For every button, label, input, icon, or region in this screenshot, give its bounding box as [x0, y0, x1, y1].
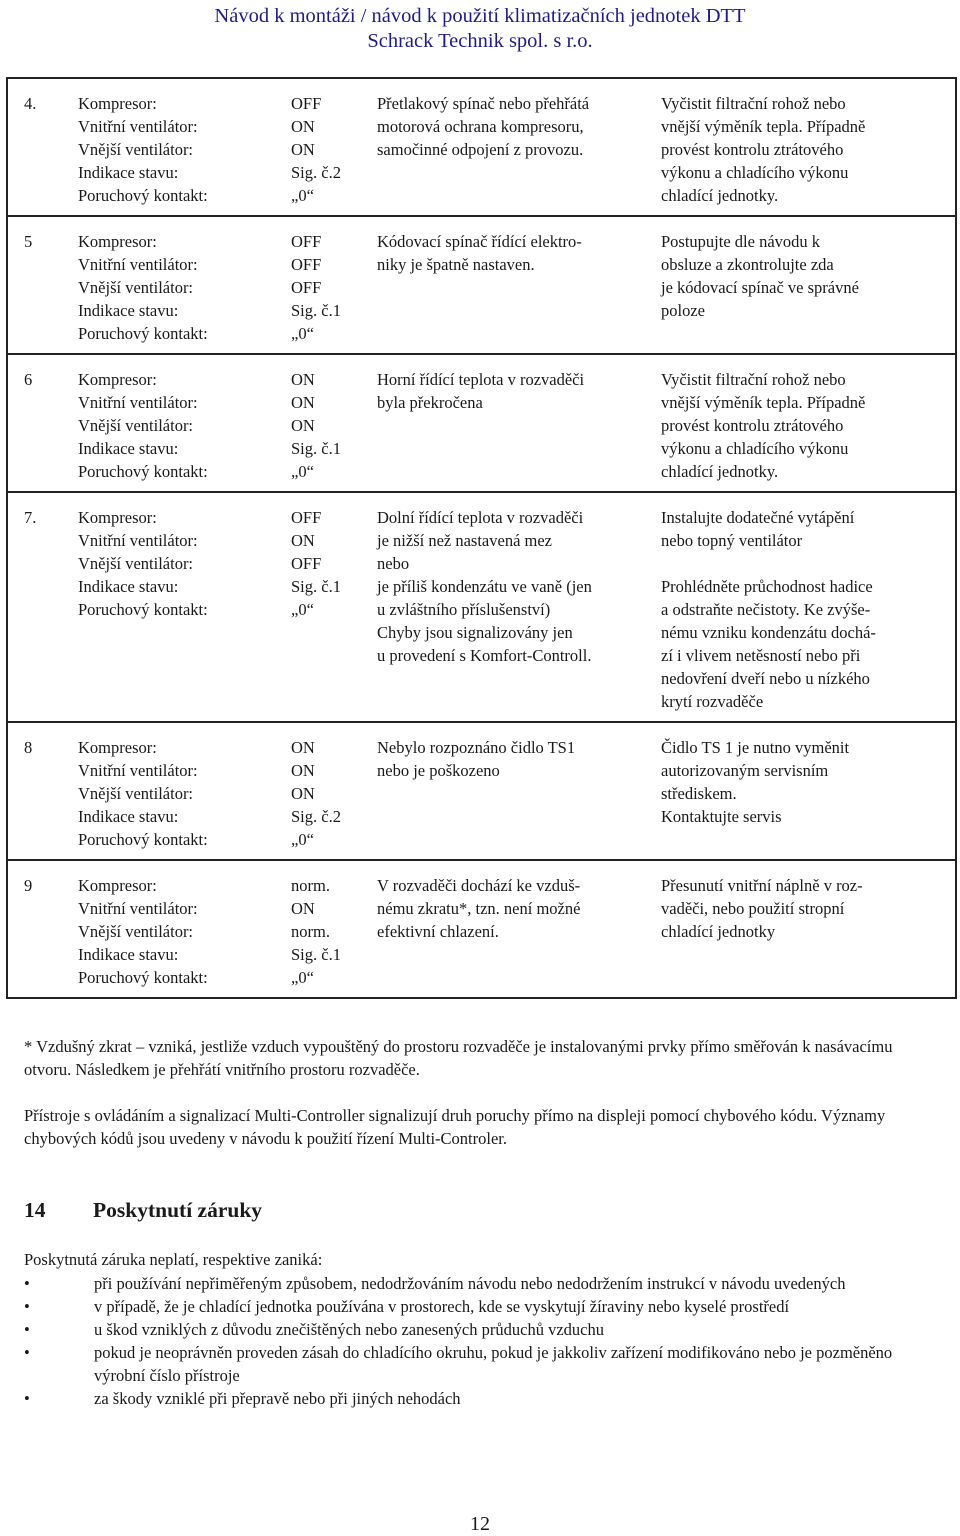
state-label: Indikace stavu:: [78, 945, 179, 964]
state-value: „0“: [291, 186, 314, 205]
row-number: [8, 437, 78, 460]
state-label: Vnější ventilátor:: [78, 922, 194, 941]
table-row: [7, 216, 956, 354]
state-value: ON: [291, 416, 315, 435]
row-number: [8, 782, 78, 805]
state-label: Vnitřní ventilátor:: [78, 899, 198, 918]
state-value: „0“: [291, 600, 314, 619]
state-label: Kompresor:: [78, 232, 157, 251]
state-label: Vnitřní ventilátor:: [78, 117, 198, 136]
list-item: • za škody vzniklé při přepravě nebo při jiných nehodách: [24, 1387, 924, 1410]
section-title: Poskytnutí záruky: [93, 1198, 263, 1222]
state-label: Vnější ventilátor:: [78, 278, 194, 297]
row-number: [8, 828, 78, 851]
header-company: Schrack Technik spol. s r.o.: [367, 30, 593, 52]
state-value: „0“: [291, 968, 314, 987]
state-value: Sig. č.2: [291, 807, 341, 826]
remedy-cell: Vyčistit filtrační rohož nebo vnější výměník tepla. Případně provést kontrolu ztrátového výkonu a chladícího výkonu chladící jednotky.: [645, 354, 956, 492]
list-item: • při používání nepřiměřeným způsobem, nedodržováním návodu nebo nedodržením instrukcí v návodu uvedených: [24, 1272, 924, 1295]
state-value: ON: [291, 738, 315, 757]
row-number: [8, 138, 78, 161]
table-row: [7, 354, 956, 492]
multi-controller-note: Přístroje s ovládáním a signalizací Multi-Controller signalizují druh poruchy přímo na displeji pomocí chybového kódu. Významy chybových kódů jsou uvedeny v návodu k použití řízení Multi-Controler.: [24, 1106, 886, 1148]
row-number: [8, 460, 78, 483]
state-label: Poruchový kontakt:: [78, 324, 208, 343]
row-number: [8, 276, 78, 299]
row-number: [8, 161, 78, 184]
row-number: 8: [24, 738, 33, 757]
remedy-cell: Postupujte dle návodu k obsluze a zkontrolujte zda je kódovací spínač ve správné poloze: [645, 216, 956, 354]
state-value: ON: [291, 899, 315, 918]
row-number: [8, 184, 78, 207]
state-label: Kompresor:: [78, 876, 157, 895]
state-label: Kompresor:: [78, 508, 157, 527]
state-label: Indikace stavu:: [78, 577, 179, 596]
row-number: [8, 115, 78, 138]
list-item: • v případě, že je chladící jednotka používána v prostorech, kde se vyskytují žíraviny nebo kyselé prostředí: [24, 1295, 924, 1318]
table-row: [7, 722, 956, 860]
row-number: [8, 943, 78, 966]
row-number: [8, 598, 78, 621]
state-value: OFF: [291, 94, 322, 113]
state-label: Indikace stavu:: [78, 163, 179, 182]
row-number: 7.: [24, 508, 37, 527]
state-label: Vnitřní ventilátor:: [78, 761, 198, 780]
state-cell: [7, 78, 361, 216]
row-number: 9: [24, 876, 33, 895]
state-value: ON: [291, 140, 315, 159]
row-number: 4.: [24, 94, 37, 113]
row-number: [8, 299, 78, 322]
cause-cell: Kódovací spínač řídící elektro- niky je špatně nastaven.: [361, 216, 645, 354]
state-value: norm.: [291, 922, 330, 941]
row-number: 6: [24, 370, 33, 389]
state-value: ON: [291, 784, 315, 803]
state-value: OFF: [291, 232, 322, 251]
row-number: [8, 322, 78, 345]
state-label: Poruchový kontakt:: [78, 600, 208, 619]
warranty-list: [24, 1272, 924, 1410]
state-value: ON: [291, 531, 315, 550]
row-number: [8, 897, 78, 920]
state-label: Vnější ventilátor:: [78, 784, 194, 803]
state-value: OFF: [291, 508, 322, 527]
state-value: Sig. č.1: [291, 439, 341, 458]
state-value: ON: [291, 370, 315, 389]
cause-cell: Přetlakový spínač nebo přehřátá motorová ochrana kompresoru, samočinné odpojení z provozu.: [361, 78, 645, 216]
cause-cell: Horní řídící teplota v rozvaděči byla překročena: [361, 354, 645, 492]
state-label: Vnější ventilátor:: [78, 140, 194, 159]
state-label: Vnější ventilátor:: [78, 554, 194, 573]
state-value: Sig. č.1: [291, 577, 341, 596]
row-number: [8, 552, 78, 575]
row-number: [8, 920, 78, 943]
remedy-cell: Instalujte dodatečné vytápění nebo topný ventilátor Prohlédněte průchodnost hadice a odstraňte nečistoty. Ke zvýše- nému vzniku kondenzátu dochá- zí i vlivem netěsností nebo při nedovření dveří nebo u nízkého krytí rozvaděče: [645, 492, 956, 722]
row-number: [8, 805, 78, 828]
list-item: • u škod vzniklých z důvodu znečištěných nebo zanesených průduchů vzduchu: [24, 1318, 924, 1341]
state-label: Indikace stavu:: [78, 301, 179, 320]
state-label: Kompresor:: [78, 94, 157, 113]
state-cell: [7, 492, 361, 722]
remedy-cell: Vyčistit filtrační rohož nebo vnější výměník tepla. Případně provést kontrolu ztrátového výkonu a chladícího výkonu chladící jednotky.: [645, 78, 956, 216]
state-label: Kompresor:: [78, 370, 157, 389]
remedy-cell: Přesunutí vnitřní náplně v roz- vaděči, nebo použití stropní chladící jednotky: [645, 860, 956, 998]
row-number: [8, 391, 78, 414]
row-number: [8, 414, 78, 437]
page-number: 12: [470, 1513, 490, 1535]
state-value: norm.: [291, 876, 330, 895]
section-number: 14: [24, 1198, 46, 1222]
state-value: ON: [291, 761, 315, 780]
troubleshooting-table: [6, 77, 957, 999]
state-value: ON: [291, 117, 315, 136]
state-value: Sig. č.2: [291, 163, 341, 182]
state-label: Vnitřní ventilátor:: [78, 393, 198, 412]
cause-cell: V rozvaděči dochází ke vzduš- nému zkratu*, tzn. není možné efektivní chlazení.: [361, 860, 645, 998]
document-header: [0, 4, 960, 54]
row-number: [8, 966, 78, 989]
state-cell: [7, 354, 361, 492]
state-cell: [7, 722, 361, 860]
state-label: Kompresor:: [78, 738, 157, 757]
state-value: Sig. č.1: [291, 945, 341, 964]
warranty-intro: Poskytnutá záruka neplatí, respektive zaniká:: [24, 1250, 323, 1269]
state-cell: [7, 216, 361, 354]
row-number: [8, 529, 78, 552]
state-value: OFF: [291, 278, 322, 297]
row-number: 5: [24, 232, 33, 251]
row-number: [8, 759, 78, 782]
state-cell: [7, 860, 361, 998]
row-number: [8, 253, 78, 276]
state-label: Poruchový kontakt:: [78, 462, 208, 481]
state-value: OFF: [291, 554, 322, 573]
table-row: [7, 860, 956, 998]
table-row: [7, 492, 956, 722]
row-number: [8, 575, 78, 598]
state-label: Vnější ventilátor:: [78, 416, 194, 435]
list-item: • pokud je neoprávněn proveden zásah do chladícího okruhu, pokud je jakkoliv zařízení modifikováno nebo je pozměněno výrobní číslo přístroje: [24, 1341, 924, 1387]
state-value: „0“: [291, 830, 314, 849]
state-label: Poruchový kontakt:: [78, 186, 208, 205]
state-value: OFF: [291, 255, 322, 274]
table-row: [7, 78, 956, 216]
state-label: Poruchový kontakt:: [78, 830, 208, 849]
state-label: Indikace stavu:: [78, 807, 179, 826]
cause-cell: Dolní řídící teplota v rozvaděči je nižší než nastavená mez nebo je příliš kondenzátu ve vaně (jen u zvláštního příslušenství) Chyby jsou signalizovány jen u provedení s Komfort-Controll.: [361, 492, 645, 722]
state-value: „0“: [291, 324, 314, 343]
state-label: Poruchový kontakt:: [78, 968, 208, 987]
state-label: Indikace stavu:: [78, 439, 179, 458]
cause-cell: Nebylo rozpoznáno čidlo TS1 nebo je poškozeno: [361, 722, 645, 860]
state-value: „0“: [291, 462, 314, 481]
footnote: * Vzdušný zkrat – vzniká, jestliže vzduch vypouštěný do prostoru rozvaděče je instalovanými prvky přímo směřován k nasávacímu otvoru. Následkem je přehřátí vnitřního prostoru rozvaděče.: [24, 1037, 893, 1079]
state-label: Vnitřní ventilátor:: [78, 255, 198, 274]
state-label: Vnitřní ventilátor:: [78, 531, 198, 550]
state-value: Sig. č.1: [291, 301, 341, 320]
section-heading: [24, 1195, 262, 1225]
state-value: ON: [291, 393, 315, 412]
remedy-cell: Čidlo TS 1 je nutno vyměnit autorizovaným servisním střediskem. Kontaktujte servis: [645, 722, 956, 860]
header-title: Návod k montáži / návod k použití klimatizačních jednotek DTT: [214, 5, 746, 27]
